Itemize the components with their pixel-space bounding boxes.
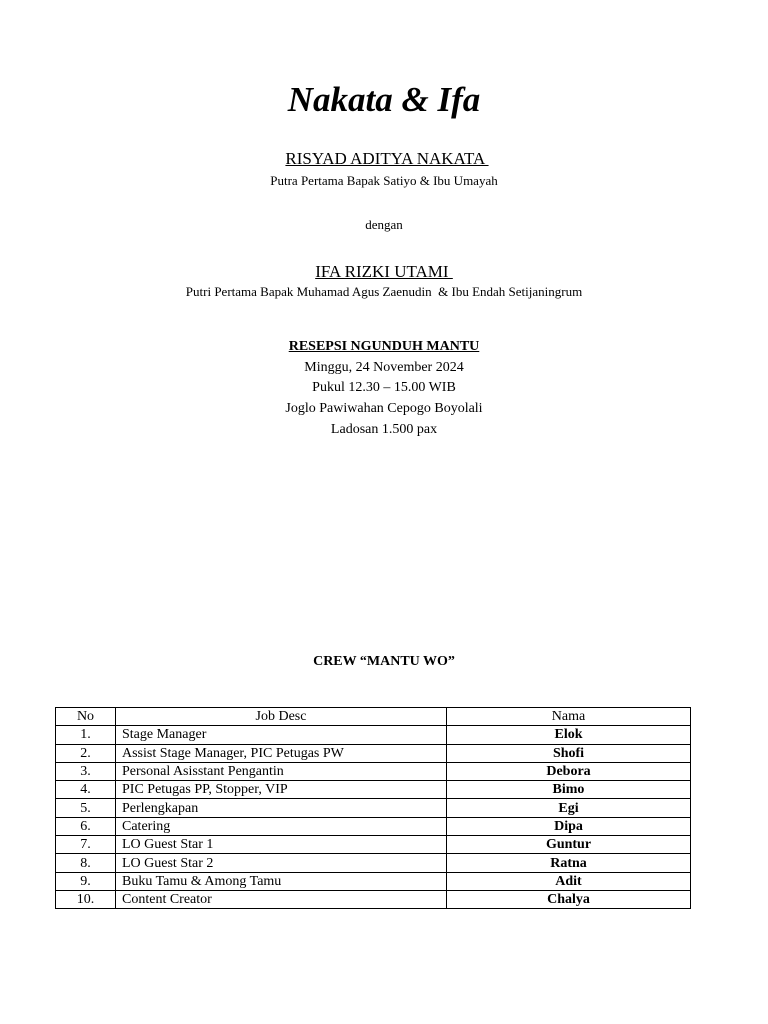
row-crew-name: Chalya [447,890,691,908]
row-job-desc: Catering [116,817,447,835]
table-row [56,726,691,744]
row-crew-name: Elok [447,726,691,744]
row-job-desc: Stage Manager [116,726,447,744]
row-crew-name: Shofi [447,744,691,762]
row-number: 7. [56,836,116,854]
event-title: RESEPSI NGUNDUH MANTU [288,339,480,354]
row-crew-name: Dipa [447,817,691,835]
row-job-desc: Personal Asisstant Pengantin [116,762,447,780]
header-job-desc: Job Desc [116,708,447,726]
table-row [56,854,691,872]
table-row [56,744,691,762]
row-crew-name: Adit [447,872,691,890]
table-row [56,799,691,817]
event-guests: Ladosan 1.500 pax [330,421,438,437]
event-venue: Joglo Pawiwahan Cepogo Boyolali [285,401,483,417]
row-number: 1. [56,726,116,744]
groom-name: RISYAD ADITYA NAKATA [285,149,489,168]
row-number: 6. [56,817,116,835]
table-row [56,836,691,854]
row-crew-name: Egi [447,799,691,817]
row-crew-name: Ratna [447,854,691,872]
table-row [56,890,691,908]
crew-table [55,707,691,909]
row-job-desc: LO Guest Star 1 [116,836,447,854]
row-job-desc: Content Creator [116,890,447,908]
table-row [56,817,691,835]
event-date: Minggu, 24 November 2024 [304,359,464,375]
row-job-desc: PIC Petugas PP, Stopper, VIP [116,781,447,799]
row-job-desc: LO Guest Star 2 [116,854,447,872]
row-crew-name: Bimo [447,781,691,799]
row-number: 2. [56,744,116,762]
row-number: 9. [56,872,116,890]
row-number: 10. [56,890,116,908]
row-job-desc: Assist Stage Manager, PIC Petugas PW [116,744,447,762]
row-crew-name: Debora [447,762,691,780]
row-number: 8. [56,854,116,872]
row-crew-name: Guntur [447,836,691,854]
table-row [56,781,691,799]
groom-parents: Putra Pertama Bapak Satiyo & Ibu Umayah [270,173,498,188]
table-header-row [56,708,691,726]
event-time: Pukul 12.30 – 15.00 WIB [312,380,456,396]
header-no: No [56,708,116,726]
table-row [56,762,691,780]
row-number: 4. [56,781,116,799]
couple-title: Nakata & Ifa [287,80,481,119]
connector-text: dengan [365,217,403,232]
header-nama: Nama [447,708,691,726]
event-details [0,337,768,441]
row-number: 5. [56,799,116,817]
table-row [56,872,691,890]
bride-parents: Putri Pertama Bapak Muhamad Agus Zaenudin & Ibu Endah Setijaningrum [185,284,583,299]
row-job-desc: Perlengkapan [116,799,447,817]
bride-name: IFA RIZKI UTAMI [315,262,453,281]
row-number: 3. [56,762,116,780]
crew-title: CREW “MANTU WO” [313,654,455,669]
row-job-desc: Buku Tamu & Among Tamu [116,872,447,890]
